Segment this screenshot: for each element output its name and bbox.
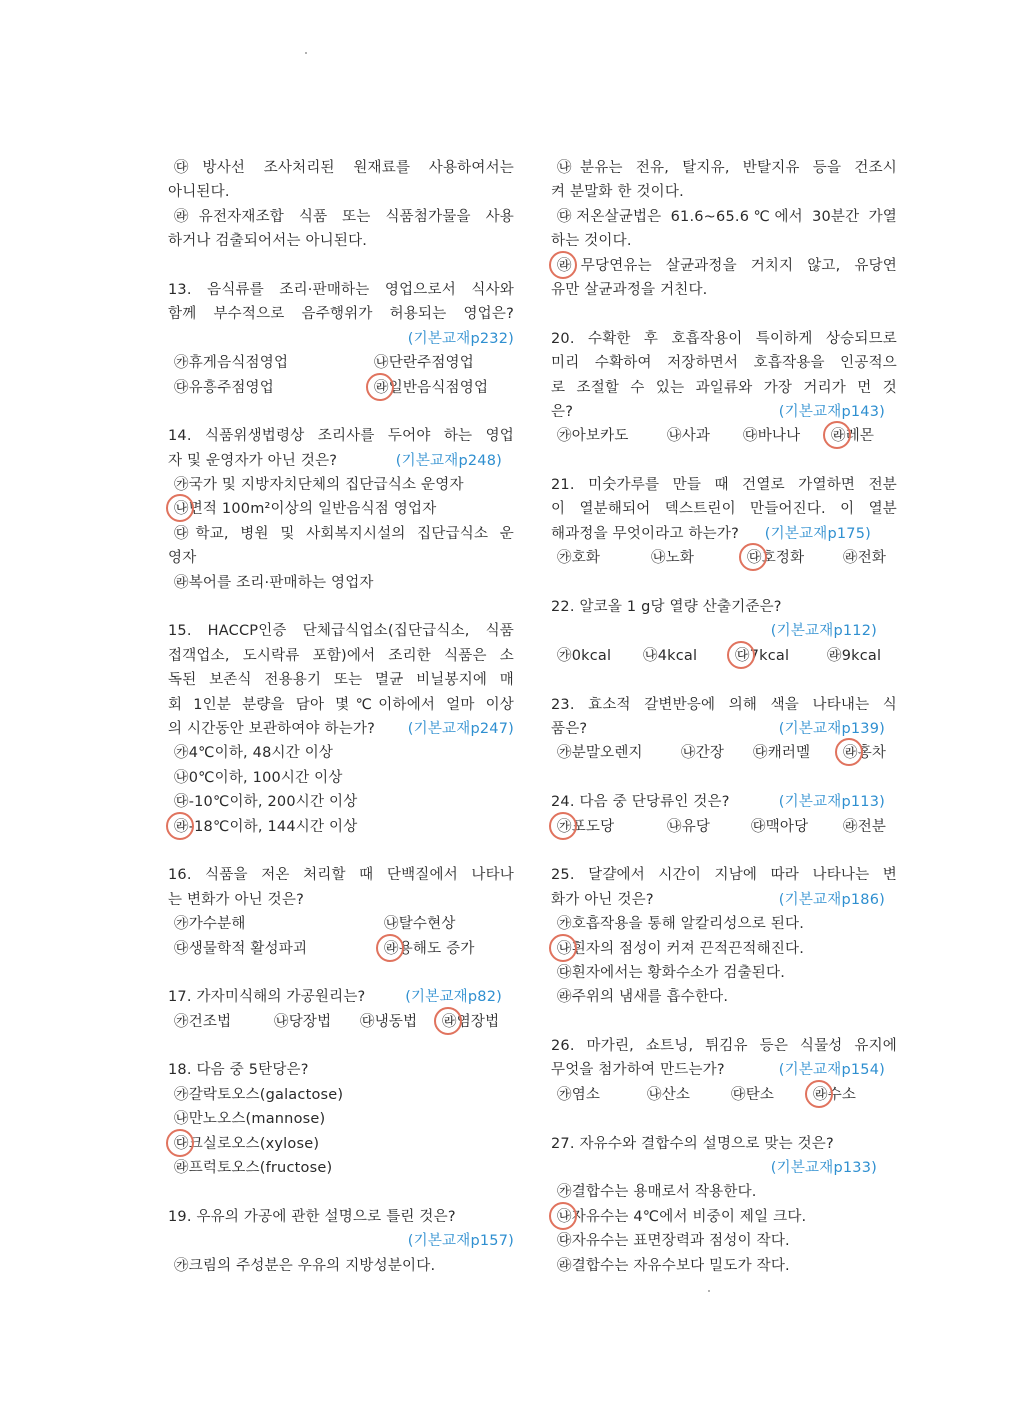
question-27-text: 27. 자유수와 결합수의 설명으로 맞는 것은?	[551, 1135, 834, 1152]
option-ga: ㉮염소	[557, 1086, 601, 1103]
option-na: ㉯탈수현상	[384, 916, 456, 933]
option-da: ㉰크실로오스(xylose)	[168, 1132, 514, 1156]
option-na: ㉯0℃이하, 100시간 이상	[174, 769, 343, 786]
option-ga: ㉮갈락토오스(galactose)	[174, 1086, 344, 1103]
textbook-reference: (기본교재p175)	[764, 525, 871, 542]
question-23-text: 23. 효소적 갈변반응에 의해 색을 나타내는 식	[551, 696, 897, 713]
question-15-text: 독된 보존식 전용용기 또는 멸균 비닐봉지에 매	[168, 672, 514, 689]
question-25-text: 화가 아닌 것은?	[551, 891, 654, 908]
question-23-text: 품은?	[551, 720, 588, 737]
option-da: ㉰바나나	[743, 428, 801, 445]
question-13-text: 13. 음식류를 조리·판매하는 영업으로서 식사와	[168, 281, 514, 298]
option-na: ㉯단란주점영업	[374, 355, 474, 372]
option-ga: ㉮포도당	[557, 815, 614, 839]
option-na: ㉯유당	[667, 818, 711, 835]
question-20-text: 은?	[551, 403, 574, 420]
option-ra: ㉱염장법	[442, 1010, 499, 1034]
question-21-text: 21. 미숫가루를 만들 때 건열로 가열하면 전분	[551, 477, 897, 494]
textbook-reference: (기본교재p247)	[407, 720, 514, 737]
option-ra: ㉱-18℃이하, 144시간 이상	[168, 815, 514, 839]
option-ra: ㉱주위의 냄새를 흡수한다.	[557, 989, 729, 1006]
option-ga: ㉮4℃이하, 48시간 이상	[174, 745, 334, 762]
option-na: ㉯흰자의 점성이 커져 끈적끈적해진다.	[551, 937, 897, 961]
question-22-text: 22. 알코올 1 g당 열량 산출기준은?	[551, 599, 782, 616]
question-13-text: 함께 부수적으로 음주행위가 허용되는 영업은?	[168, 306, 514, 323]
option-da-cont: 하는 것이다.	[551, 233, 632, 250]
option-na: ㉯당장법	[274, 1013, 332, 1030]
option-ra: ㉱레몬	[831, 424, 874, 448]
option-da: ㉰흰자에서는 황화수소가 검출된다.	[557, 964, 786, 981]
option-ra: ㉱9kcal	[827, 647, 882, 664]
option-da-cont: 아니된다.	[168, 184, 230, 201]
question-17-text: 17. 가자미식해의 가공원리는?	[168, 989, 366, 1006]
option-ga: ㉮건조법	[174, 1013, 232, 1030]
option-ga: ㉮호화	[557, 550, 601, 567]
option-da: ㉰냉동법	[360, 1013, 418, 1030]
question-15-text: 회 1인분 분량을 담아 몇℃이하에서 얼마 이상	[168, 696, 514, 713]
option-na: ㉯노화	[651, 550, 695, 567]
option-na-cont: 켜 분말화 한 것이다.	[551, 184, 684, 201]
question-15-text: 15. HACCP인증 단체급식업소(집단급식소, 식품	[168, 623, 514, 640]
question-15-text: 의 시간동안 보관하여야 하는가?	[168, 720, 376, 737]
option-da: ㉰캐러멜	[753, 745, 811, 762]
option-ga: ㉮가수분해	[174, 916, 246, 933]
option-na: ㉯면적 100m²이상의 일반음식점 영업자	[168, 497, 514, 521]
option-da: ㉰탄소	[731, 1086, 775, 1103]
question-19-text: 19. 우유의 가공에 관한 설명으로 틀린 것은?	[168, 1208, 456, 1225]
option-ra: ㉱수소	[813, 1083, 856, 1107]
scan-speck	[708, 1290, 710, 1292]
option-ra: ㉱유전자재조합 식품 또는 식품첨가물을 사용	[174, 208, 514, 225]
question-16-text: 는 변화가 아닌 것은?	[168, 891, 304, 908]
option-ra-cont: 하거나 검출되어서는 아니된다.	[168, 233, 368, 250]
option-da: ㉰-10℃이하, 200시간 이상	[174, 794, 358, 811]
option-ra: ㉱전분	[843, 818, 887, 835]
option-ga: ㉮호흡작용을 통해 알칼리성으로 된다.	[557, 916, 805, 933]
option-da: ㉰방사선 조사처리된 원재료를 사용하여서는	[174, 160, 514, 176]
textbook-reference: (기본교재p133)	[770, 1160, 877, 1177]
left-column	[168, 156, 514, 1278]
question-25-text: 25. 달걀에서 시간이 지남에 따라 나타나는 변	[551, 867, 897, 884]
option-da: ㉰7kcal	[735, 644, 789, 668]
option-ra: ㉱전화	[843, 550, 887, 567]
option-ga: ㉮0kcal	[557, 647, 612, 664]
option-da: ㉰호정화	[747, 546, 804, 570]
option-ra: ㉱결합수는 자유수보다 밀도가 작다.	[557, 1257, 790, 1274]
option-ra: ㉱홍차	[843, 741, 886, 765]
option-da: ㉰맥아당	[751, 818, 809, 835]
question-18-text: 18. 다음 중 5탄당은?	[168, 1062, 309, 1079]
option-da: ㉰학교, 병원 및 사회복지시설의 집단급식소 운	[174, 525, 514, 542]
textbook-reference: (기본교재p139)	[778, 720, 885, 737]
option-na: ㉯자유수는 4℃에서 비중이 제일 크다.	[551, 1205, 897, 1229]
textbook-reference: (기본교재p186)	[778, 891, 885, 908]
question-26-text: 무엇을 첨가하여 만드는가?	[551, 1062, 725, 1079]
option-na: ㉯산소	[647, 1086, 691, 1103]
textbook-reference: (기본교재p113)	[778, 794, 885, 811]
textbook-reference: (기본교재p143)	[778, 403, 885, 420]
option-da: ㉰저온살균법은 61.6~65.6℃에서 30분간 가열	[557, 208, 897, 225]
question-24-text: 24. 다음 중 단당류인 것은?	[551, 794, 730, 811]
question-16-text: 16. 식품을 저온 처리할 때 단백질에서 나타나	[168, 867, 514, 884]
option-da-cont: 영자	[168, 550, 197, 567]
question-20-text: 미리 수확하여 저장하면서 호흡작용을 인공적으	[551, 355, 897, 372]
right-column	[551, 156, 897, 1278]
textbook-reference: (기본교재p157)	[407, 1233, 514, 1250]
option-ga: ㉮결합수는 용매로서 작용한다.	[557, 1184, 757, 1201]
question-21-text: 이 열분해되어 덱스트린이 만들어진다. 이 열분	[551, 501, 897, 518]
question-20-text: 로 조절할 수 있는 과일류와 가장 거리가 먼 것	[551, 379, 897, 396]
textbook-reference: (기본교재p112)	[770, 623, 877, 640]
option-ga: ㉮국가 및 지방자치단체의 집단급식소 운영자	[174, 477, 464, 494]
option-na: ㉯4kcal	[643, 647, 698, 664]
option-na: ㉯사과	[667, 428, 711, 445]
option-da: ㉰자유수는 표면장력과 점성이 작다.	[557, 1233, 790, 1250]
textbook-reference: (기본교재p82)	[405, 989, 502, 1006]
question-21-text: 해과정을 무엇이라고 하는가?	[551, 525, 739, 542]
question-20-text: 20. 수확한 후 호흡작용이 특이하게 상승되므로	[551, 330, 897, 347]
option-ga: ㉮분말오렌지	[557, 745, 643, 762]
option-na: ㉯분유는 전유, 탈지유, 반탈지유 등을 건조시	[557, 160, 897, 176]
question-15-text: 접객업소, 도시락류 포함)에서 조리한 식품은 소	[168, 647, 514, 664]
option-ra: ㉱무당연유는 살균과정을 거치지 않고, 유당연	[551, 254, 897, 278]
option-ra: ㉱복어를 조리·판매하는 영업자	[174, 574, 374, 591]
option-ra: ㉱프럭토오스(fructose)	[174, 1160, 333, 1177]
option-da: ㉰유흥주점영업	[174, 379, 274, 396]
textbook-reference: (기본교재p248)	[395, 452, 502, 469]
option-ga: ㉮휴게음식점영업	[174, 355, 289, 372]
option-na: ㉯만노오스(mannose)	[174, 1111, 326, 1128]
textbook-reference: (기본교재p154)	[778, 1062, 885, 1079]
option-ra: ㉱용해도 증가	[384, 937, 475, 961]
question-26-text: 26. 마가린, 쇼트닝, 튀김유 등은 식물성 유지에	[551, 1038, 897, 1055]
question-14-text: 자 및 운영자가 아닌 것은?	[168, 452, 338, 469]
scan-speck	[305, 52, 307, 54]
option-ga: ㉮아보카도	[557, 428, 629, 445]
option-ra-cont: 유만 살균과정을 거친다.	[551, 281, 708, 298]
question-14-text: 14. 식품위생법령상 조리사를 두어야 하는 영업	[168, 428, 514, 445]
option-da: ㉰생물학적 활성파괴	[174, 940, 308, 957]
textbook-reference: (기본교재p232)	[407, 330, 514, 347]
option-na: ㉯간장	[681, 745, 725, 762]
option-ga: ㉮크림의 주성분은 우유의 지방성분이다.	[174, 1257, 436, 1274]
option-ra: ㉱일반음식점영업	[374, 376, 488, 400]
